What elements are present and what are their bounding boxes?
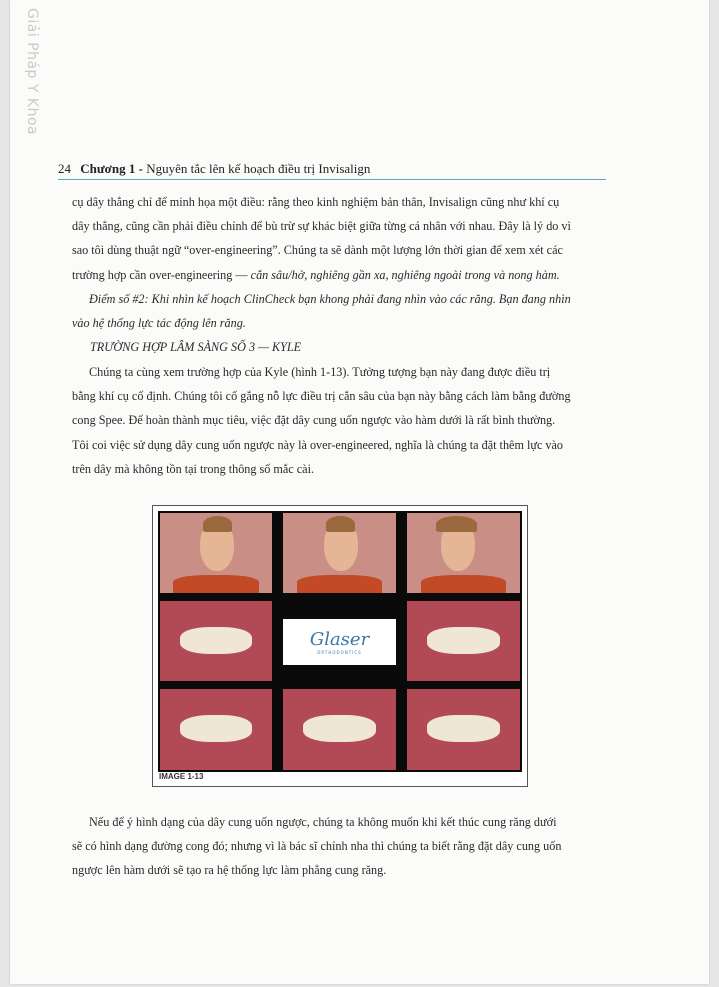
paragraph-4 — [72, 810, 608, 883]
paragraph-line: bằng khí cụ cố định. Chúng tôi cố gắng nỗ lực điều trị cắn sâu của bạn này bằng cách làm bằng đường — [72, 389, 571, 404]
photo-face-front — [160, 513, 272, 593]
paragraph-line: Tôi coi việc sử dụng dây cung uốn ngược này là over-engineered, nghĩa là chúng ta đặt thêm lực vào — [72, 437, 564, 452]
photo-upper-occlusal — [160, 601, 272, 681]
photo-left-buccal — [407, 689, 520, 770]
logo-name: Glaser — [309, 629, 370, 650]
paragraph-line: sẽ có hình dạng đường cong đó; nhưng vì là bác sĩ chỉnh nha thì chúng ta biết rằng đặt dây cung uốn — [72, 839, 562, 854]
paragraph-line: Điểm số #2: Khi nhìn kế hoạch ClinCheck bạn khong phải đang nhìn vào các răng. Bạn đang nhìn — [89, 292, 571, 306]
chapter-title: Nguyên tắc lên kế hoạch điều trị Invisalign — [142, 161, 371, 176]
paragraph-line: cụ dây thẳng chỉ để minh họa một điều: rằng theo kinh nghiệm bản thân, Invisalign cũng như khí cụ — [72, 195, 560, 209]
paragraph-line: Nếu để ý hình dạng của dây cung uốn ngược, chúng ta không muốn khi kết thúc cung răng dưới — [89, 815, 557, 829]
paragraph-3 — [72, 360, 608, 481]
figure-1-13 — [152, 505, 528, 787]
photo-frontal-intraoral — [283, 689, 396, 770]
paragraph-line: dây thẳng, cũng cần phải điều chỉnh để bù trừ sự khác biệt giữa từng cá nhân với nhau. Đây là lý do vì — [72, 219, 571, 234]
clinic-logo — [283, 619, 396, 665]
paragraph-line: trên dây mà không tồn tại trong thông số mắc cài. — [72, 461, 315, 476]
key-point-2 — [72, 287, 608, 335]
photo-lower-occlusal — [407, 601, 520, 681]
page-number: 24 — [58, 161, 71, 176]
photo-face-smile — [283, 513, 396, 593]
case-title: TRƯỜNG HỢP LÂM SÀNG SỐ 3 — KYLE — [90, 340, 302, 354]
logo-subtitle: ORTHODONTICS — [317, 650, 362, 655]
paragraph-line: cong Spee. Để hoàn thành mục tiêu, việc đặt dây cung uốn ngược vào hàm dưới là rất bình thường. — [72, 413, 556, 428]
document-page — [10, 0, 709, 984]
paragraph-line: ngược lên hàm dưới sẽ tạo ra hệ thống lực làm phẳng cung răng. — [72, 863, 387, 878]
paragraph-line: Chúng ta cùng xem trường hợp của Kyle (hình 1-13). Tưởng tượng bạn này đang được điều trị — [89, 365, 551, 379]
running-header — [58, 161, 606, 180]
paragraph-line: trường hợp cần over-engineering — — [72, 267, 251, 282]
paragraph-line: sao tôi dùng thuật ngữ “over-engineering”. Chúng ta sẽ dành một lượng lớn thời gian để xem xét các — [72, 243, 563, 258]
chapter-label: Chương 1 - — [80, 161, 143, 176]
paragraph-line-italic: cắn sâu/hở, nghiêng gần xa, nghiêng ngoài trong và nong hàm. — [250, 267, 560, 282]
photo-right-buccal — [160, 689, 272, 770]
figure-caption: IMAGE 1-13 — [159, 772, 204, 781]
photo-face-profile — [407, 513, 520, 593]
watermark: Giải Pháp Y Khoa — [24, 8, 40, 136]
paragraph-line: vào hệ thống lực tác động lên răng. — [72, 316, 246, 331]
paragraph-1 — [72, 190, 608, 287]
photo-grid — [158, 511, 522, 772]
